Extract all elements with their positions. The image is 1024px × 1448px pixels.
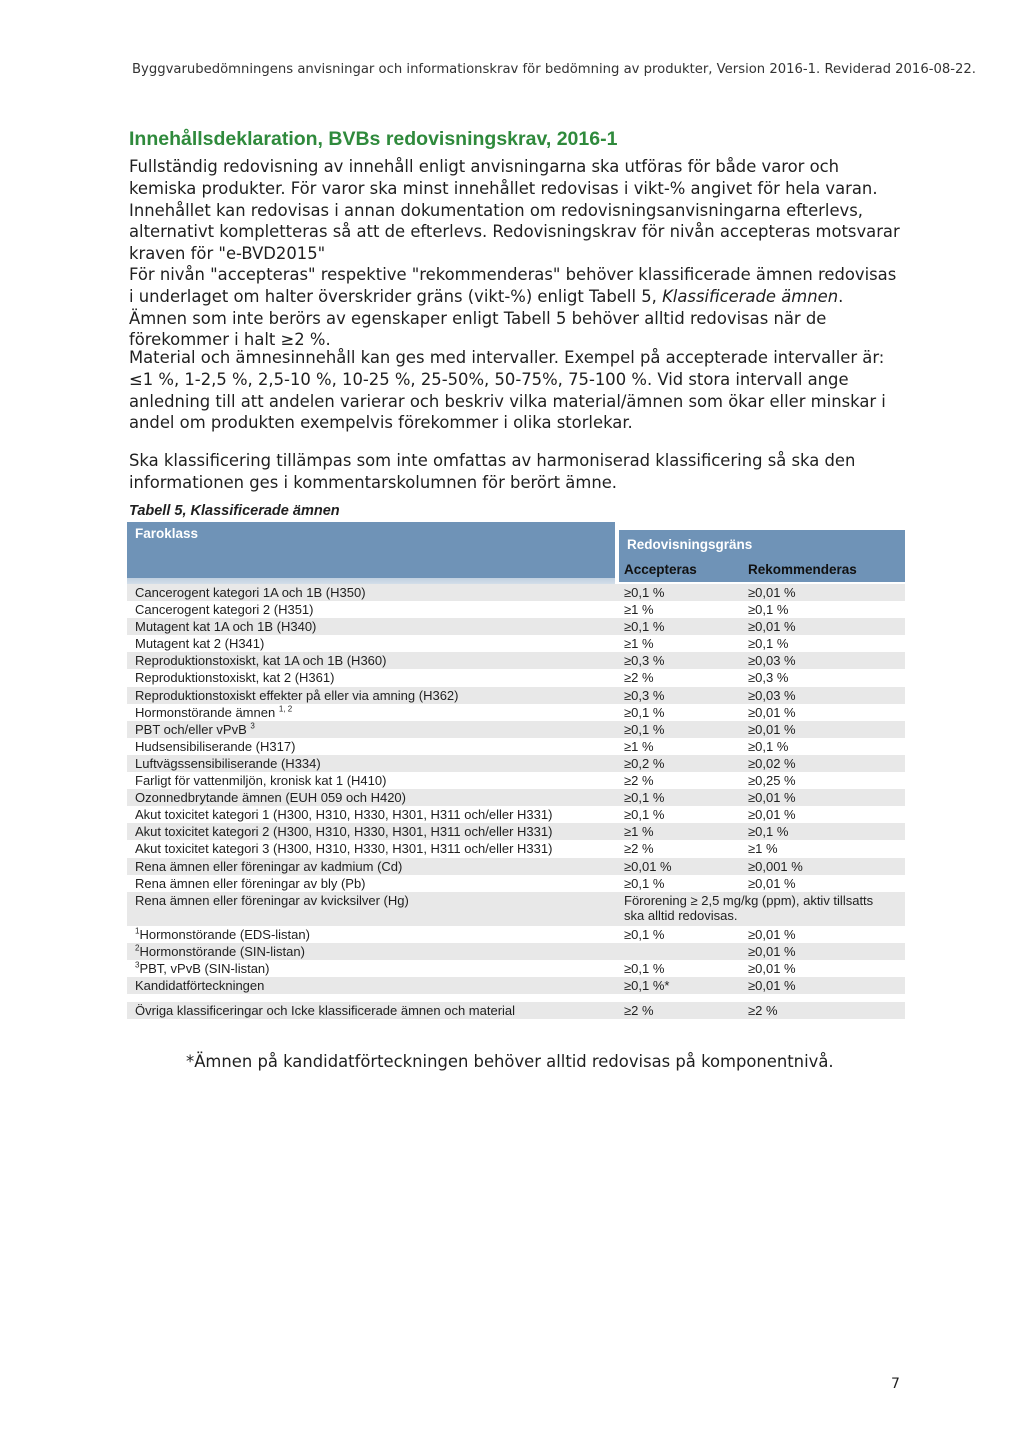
recommended-limit-cell: ≥0,03 % [748, 687, 796, 703]
hazard-class-label: Övriga klassificeringar och Icke klassificerade ämnen och material [135, 1003, 516, 1019]
hazard-class-cell [135, 960, 269, 977]
hazard-class-cell [135, 977, 264, 994]
table-row [127, 806, 905, 823]
recommended-limit-cell: ≥0,03 % [748, 653, 796, 669]
hazard-class-cell [135, 669, 334, 686]
paragraph-classification: Ska klassificering tillämpas som inte omfattas av harmoniserad klassificering så ska den informationen ges i kommentarskolumnen för berört ämne. [129, 451, 856, 492]
hazard-class-label: Hormonstörande (SIN-listan) [139, 943, 305, 959]
hazard-class-cell [135, 755, 321, 772]
table-row [127, 652, 905, 669]
recommended-limit-cell: ≥0,1 % [748, 636, 789, 652]
accepted-limit-cell: ≥2 % [624, 841, 654, 857]
hazard-class-label: Mutagent kat 2 (H341) [135, 636, 265, 652]
classified-substances-table [127, 522, 905, 1054]
hazard-class-label: Akut toxicitet kategori 3 (H300, H310, H330, H301, H311 och/eller H331) [135, 841, 553, 857]
footnote-marker: 2 [135, 943, 140, 953]
accepted-limit-cell: ≥2 % [624, 670, 654, 686]
hazard-class-label: Hudsensibiliserande (H317) [135, 738, 296, 754]
hazard-class-cell [135, 806, 552, 823]
hazard-class-label: Luftvägssensibiliserande (H334) [135, 755, 321, 771]
accepted-limit-cell: ≥0,1 % [624, 721, 665, 737]
table-row [127, 926, 905, 943]
table-caption: Tabell 5, Klassificerade ämnen [129, 503, 340, 519]
hazard-class-label: Akut toxicitet kategori 2 (H300, H310, H330, H301, H311 och/eller H331) [135, 824, 553, 840]
hazard-class-label: Rena ämnen eller föreningar av kadmium (Cd) [135, 858, 403, 874]
table-row [127, 875, 905, 892]
hazard-class-cell [135, 875, 366, 892]
footnote-marker: 1 [135, 926, 140, 936]
table-row [127, 721, 905, 738]
hazard-class-cell [135, 926, 310, 943]
paragraph-levels-part-a: För nivån "accepteras" respektive "rekommenderas" behöver klassificerade ämnen redovisas i underlaget om halter överskrider gräns (vikt-%) enligt Tabell 5, [129, 265, 897, 306]
recommended-limit-cell: ≥0,01 % [748, 960, 796, 976]
recommended-limit-cell: ≥0,01 % [748, 585, 796, 600]
recommended-limit-cell: ≥0,01 % [748, 619, 796, 635]
hazard-class-label: PBT och/eller vPvB [135, 721, 247, 737]
accepted-limit-cell: ≥2 % [624, 1003, 654, 1019]
recommended-limit-cell: ≥0,01 % [748, 721, 796, 737]
accepted-limit-cell: ≥0,1 % [624, 807, 665, 823]
accepted-limit-cell: ≥0,3 % [624, 687, 665, 703]
recommended-limit-cell: ≥0,01 % [748, 790, 796, 806]
hazard-class-cell [135, 687, 458, 704]
hazard-class-cell [135, 704, 292, 721]
table-row [127, 840, 905, 857]
footnote: *Ämnen på kandidatförteckningen behöver alltid redovisas på komponentnivå. [186, 1052, 834, 1071]
table-row [127, 772, 905, 789]
accepted-limit-cell: ≥0,1 % [624, 926, 665, 942]
accepted-limit-cell: ≥0,1 %* [624, 977, 670, 993]
table-row-other [127, 1002, 905, 1019]
hazard-class-label: PBT, vPvB (SIN-listan) [139, 960, 270, 976]
table-row [127, 823, 905, 840]
hazard-class-label: Mutagent kat 1A och 1B (H340) [135, 619, 317, 635]
accepted-limit-cell: ≥2 % [624, 773, 654, 789]
recommended-limit-cell: ≥0,01 % [748, 704, 796, 720]
recommended-limit-cell: ≥0,01 % [748, 875, 796, 891]
table-row [127, 669, 905, 686]
accepted-limit-cell: ≥1 % [624, 602, 654, 618]
table-row [127, 618, 905, 635]
hazard-class-cell [135, 652, 386, 669]
accepted-limit-cell: ≥0,3 % [624, 653, 665, 669]
table-row [127, 977, 905, 994]
accepted-limit-cell: Förorening ≥ 2,5 mg/kg (ppm), aktiv tillsatts ska alltid redovisas. [624, 892, 874, 923]
hazard-class-cell [135, 892, 409, 909]
footnote-marker: 3 [135, 960, 140, 970]
hazard-class-cell [135, 789, 406, 806]
section-title: Innehållsdeklaration, BVBs redovisningskrav, 2016-1 [129, 128, 618, 150]
recommended-limit-cell: ≥0,001 % [748, 858, 803, 874]
table-row [127, 601, 905, 618]
header-hazard-class: Faroklass [127, 522, 615, 578]
hazard-class-label: Farligt för vattenmiljön, kronisk kat 1 (H410) [135, 773, 387, 789]
page-header: Byggvarubedömningens anvisningar och informationskrav för bedömning av produkter, Version 2016-1. Reviderad 2016-08-22. [132, 62, 976, 77]
hazard-class-cell [135, 943, 305, 960]
paragraph-levels [129, 264, 905, 351]
hazard-class-cell [135, 738, 295, 755]
recommended-limit-cell: ≥0,1 % [748, 824, 789, 840]
header-reporting-limit: Redovisningsgräns [619, 530, 905, 582]
table-row [127, 858, 905, 875]
table-row [127, 789, 905, 806]
recommended-limit-cell: ≥0,01 % [748, 807, 796, 823]
paragraph-levels-part-b: . Ämnen som inte berörs av egenskaper enligt Tabell 5 behöver alltid redovisas när de förekommer i halt ≥2 %. [129, 286, 844, 350]
hazard-class-label: Reproduktionstoxiskt effekter på eller via amning (H362) [135, 687, 459, 703]
hazard-class-cell [135, 858, 402, 875]
table-reference-link: Klassificerade ämnen [662, 286, 839, 306]
hazard-class-cell [135, 601, 314, 618]
hazard-class-label: Kandidatförteckningen [135, 977, 265, 993]
paragraph-full-disclosure: Fullständig redovisning av innehåll enligt anvisningarna ska utföras för både varor och kemiska produkter. För varor ska minst innehållet redovisas i vikt-% angivet för hela varan. Innehållet kan redovisas i annan dokumentation om redovisningsanvisningarna efterlevs, alternativt kompletteras så att de efterlevs. Redovisningskrav för nivån accepteras motsvarar kraven för "e-BVD2015" [129, 157, 900, 264]
recommended-limit-cell: ≥0,01 % [748, 943, 796, 959]
hazard-class-label: Hormonstörande (EDS-listan) [139, 926, 310, 942]
hazard-class-cell [135, 618, 316, 635]
hazard-class-label: Reproduktionstoxiskt, kat 2 (H361) [135, 670, 335, 686]
table-row [127, 738, 905, 755]
table-row [127, 943, 905, 960]
hazard-class-cell [135, 840, 552, 857]
hazard-class-label: Ozonnedbrytande ämnen (EUH 059 och H420) [135, 790, 406, 806]
accepted-limit-cell: ≥0,1 % [624, 790, 665, 806]
accepted-limit-cell: ≥0,01 % [624, 858, 672, 874]
hazard-class-cell [135, 721, 255, 738]
accepted-limit-cell: ≥1 % [624, 636, 654, 652]
page-number: 7 [891, 1376, 900, 1392]
header-recommended: Rekommenderas [748, 562, 857, 577]
table-row [127, 892, 905, 926]
table-row [127, 584, 905, 601]
recommended-limit-cell: ≥0,3 % [748, 670, 789, 686]
hazard-class-cell [135, 823, 552, 840]
hazard-class-label: Cancerogent kategori 1A och 1B (H350) [135, 585, 366, 600]
table-body [127, 584, 905, 1019]
recommended-limit-cell: ≥0,25 % [748, 773, 796, 789]
recommended-limit-cell: ≥1 % [748, 841, 778, 857]
accepted-limit-cell: ≥0,1 % [624, 960, 665, 976]
recommended-limit-cell: ≥0,1 % [748, 602, 789, 618]
accepted-limit-cell: ≥0,1 % [624, 585, 665, 600]
table-row [127, 687, 905, 704]
hazard-class-label: Rena ämnen eller föreningar av kvicksilver (Hg) [135, 892, 409, 908]
accepted-limit-cell: ≥0,1 % [624, 704, 665, 720]
hazard-class-label: Reproduktionstoxiskt, kat 1A och 1B (H360) [135, 653, 387, 669]
accepted-limit-cell: ≥0,1 % [624, 875, 665, 891]
recommended-limit-cell: ≥2 % [748, 1003, 778, 1019]
hazard-class-label: Akut toxicitet kategori 1 (H300, H310, H330, H301, H311 och/eller H331) [135, 807, 553, 823]
recommended-limit-cell: ≥0,02 % [748, 755, 796, 771]
recommended-limit-cell: ≥0,1 % [748, 738, 789, 754]
accepted-limit-cell: ≥1 % [624, 738, 654, 754]
table-row [127, 960, 905, 977]
recommended-limit-cell: ≥0,01 % [748, 977, 796, 993]
table-row [127, 704, 905, 721]
hazard-class-cell [135, 772, 386, 789]
paragraph-intervals: Material och ämnesinnehåll kan ges med intervaller. Exempel på accepterade intervaller är: ≤1 %, 1-2,5 %, 2,5-10 %, 10-25 %, 25-50%, 50-75%, 75-100 %. Vid stora intervall ange anledning till att andelen varierar och beskriv vilka material/ämnen som ökar eller minskar i andel om produkten exempelvis förekommer i olika storlekar. [129, 348, 886, 433]
header-accepted: Accepteras [624, 562, 697, 577]
table-gap [127, 994, 905, 1002]
recommended-limit-cell: ≥0,01 % [748, 926, 796, 942]
hazard-class-cell [135, 584, 366, 601]
accepted-limit-cell: ≥0,1 % [624, 619, 665, 635]
footnote-marker: 3 [250, 721, 255, 731]
hazard-class-label: Rena ämnen eller föreningar av bly (Pb) [135, 875, 366, 891]
hazard-class-cell [135, 635, 264, 652]
table-row [127, 755, 905, 772]
accepted-limit-cell: ≥1 % [624, 824, 654, 840]
footnote-marker: 1, 2 [278, 704, 293, 714]
accepted-limit-cell: ≥0,2 % [624, 755, 665, 771]
hazard-class-label: Hormonstörande ämnen [135, 704, 276, 720]
table-row [127, 635, 905, 652]
hazard-class-label: Cancerogent kategori 2 (H351) [135, 602, 314, 618]
